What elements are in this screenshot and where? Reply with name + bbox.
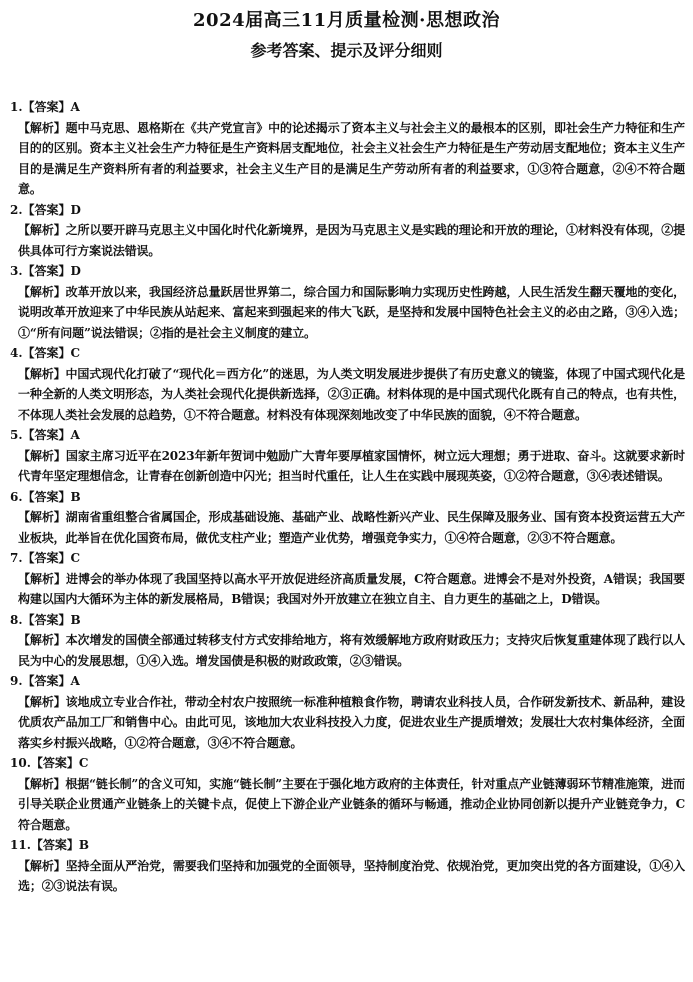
answer-list	[10, 97, 685, 897]
answer-line: 5.【答案】A	[10, 428, 80, 442]
question-2	[10, 200, 685, 262]
explanation-text: 【解析】湖南省重组整合省属国企，形成基础设施、基础产业、战略性新兴产业、民生保障及服务业、国有资本投资运营五大产业板块，此举旨在优化国资布局，做优支柱产业；塑造产业优势，增强竞争实力，①④符合题意，②③不符合题意。	[18, 510, 685, 545]
question-10	[10, 753, 685, 835]
answer-line: 11.【答案】B	[10, 838, 90, 852]
question-9	[10, 671, 685, 753]
answer-line: 6.【答案】B	[10, 489, 81, 504]
explanation-text: 【解析】本次增发的国债全部通过转移支付方式安排给地方，将有效缓解地方政府财政压力；支持灾后恢复重建体现了践行以人民为中心的发展思想，①④入选。增发国债是积极的财政政策，②③错误。	[18, 633, 685, 668]
answer-line: 10.【答案】C	[10, 756, 89, 770]
explanation-text: 【解析】中国式现代化打破了“现代化＝西方化”的迷思，为人类文明发展进步提供了有历史意义的镜鉴，体现了中国式现代化是一种全新的人类文明形态，为人类社会现代化提供新选择，②③正确。材料体现的是中国式现代化既有自己的特点，也有共性，不体现人类社会发展的总趋势，①不符合题意。材料没有体现深刻地改变了中华民族的面貌，④不符合题意。	[18, 366, 685, 422]
explanation-text: 【解析】根据“链长制”的含义可知，实施“链长制”主要在于强化地方政府的主体责任，针对重点产业链薄弱环节精准施策，进而引导关联企业贯通产业链条上的关键卡点，促使上下游企业产业链条的循环与畅通，推动企业协同创新以提升产业链竞争力，C符合题意。	[18, 776, 685, 832]
answer-line: 1.【答案】A	[10, 100, 80, 114]
question-4	[10, 343, 685, 425]
answer-line: 4.【答案】C	[10, 346, 81, 360]
explanation-text: 【解析】进博会的举办体现了我国坚持以高水平开放促进经济高质量发展，C符合题意。进博会不是对外投资，A错误；我国要构建以国内大循环为主体的新发展格局，B错误；我国对外开放建立在独立自主、自力更生的基础之上，D错误。	[18, 571, 685, 606]
page-subtitle: 参考答案、提示及评分细则	[250, 41, 443, 60]
answer-line: 9.【答案】A	[10, 674, 80, 688]
question-6	[10, 487, 685, 549]
answer-line: 2.【答案】D	[10, 202, 81, 217]
explanation-text: 【解析】题中马克思、恩格斯在《共产党宣言》中的论述揭示了资本主义与社会主义的最根本的区别，即社会生产力特征和生产目的的区别。资本主义社会生产力特征是生产资料居支配地位，社会主义社会生产力特征是生产劳动居支配地位；资本主义生产目的是满足生产资料所有者的利益要求，社会主义生产目的是满足生产劳动所有者的利益要求，①③符合题意，②④不符合题意。	[18, 120, 685, 196]
explanation-text: 【解析】该地成立专业合作社，带动全村农户按照统一标准种植粮食作物，聘请农业科技人员，合作研发新技术、新品种，建设优质农产品加工厂和销售中心。由此可见，该地加大农业科技投入力度，促进农业生产提质增效；发展壮大农村集体经济，全面落实乡村振兴战略，①②符合题意，③④不符合题意。	[18, 694, 685, 750]
answer-line: 3.【答案】D	[10, 264, 81, 278]
question-3	[10, 261, 685, 343]
answer-line: 8.【答案】B	[10, 612, 81, 627]
explanation-text: 【解析】改革开放以来，我国经济总量跃居世界第二，综合国力和国际影响力实现历史性跨越，人民生活发生翻天覆地的变化，说明改革开放迎来了中华民族从站起来、富起来到强起来的伟大飞跃，是坚持和发展中国特色社会主义的必由之路，③④入选；①“所有问题”说法错误；②指的是社会主义制度的建立。	[18, 284, 685, 340]
explanation-text: 【解析】之所以要开辟马克思主义中国化时代化新境界，是因为马克思主义是实践的理论和开放的理论，①材料没有体现，②提供具体可行方案说法错误。	[18, 223, 685, 258]
question-5	[10, 425, 685, 487]
answer-line: 7.【答案】C	[10, 551, 81, 565]
page-title: 2024届高三11月质量检测·思想政治	[193, 10, 500, 31]
question-7	[10, 548, 685, 610]
question-11	[10, 835, 685, 897]
question-8	[10, 610, 685, 672]
explanation-text: 【解析】国家主席习近平在2023年新年贺词中勉励广大青年要厚植家国情怀，树立远大理想；勇于进取、奋斗。这就要求新时代青年坚定理想信念，让青春在创新创造中闪光；担当时代重任，让人生在实践中展现英姿，①②符合题意，③④表述错误。	[18, 448, 685, 483]
explanation-text: 【解析】坚持全面从严治党，需要我们坚持和加强党的全面领导，坚持制度治党、依规治党，更加突出党的各方面建设，①④入选；②③说法有误。	[18, 858, 685, 893]
question-1	[10, 97, 685, 200]
